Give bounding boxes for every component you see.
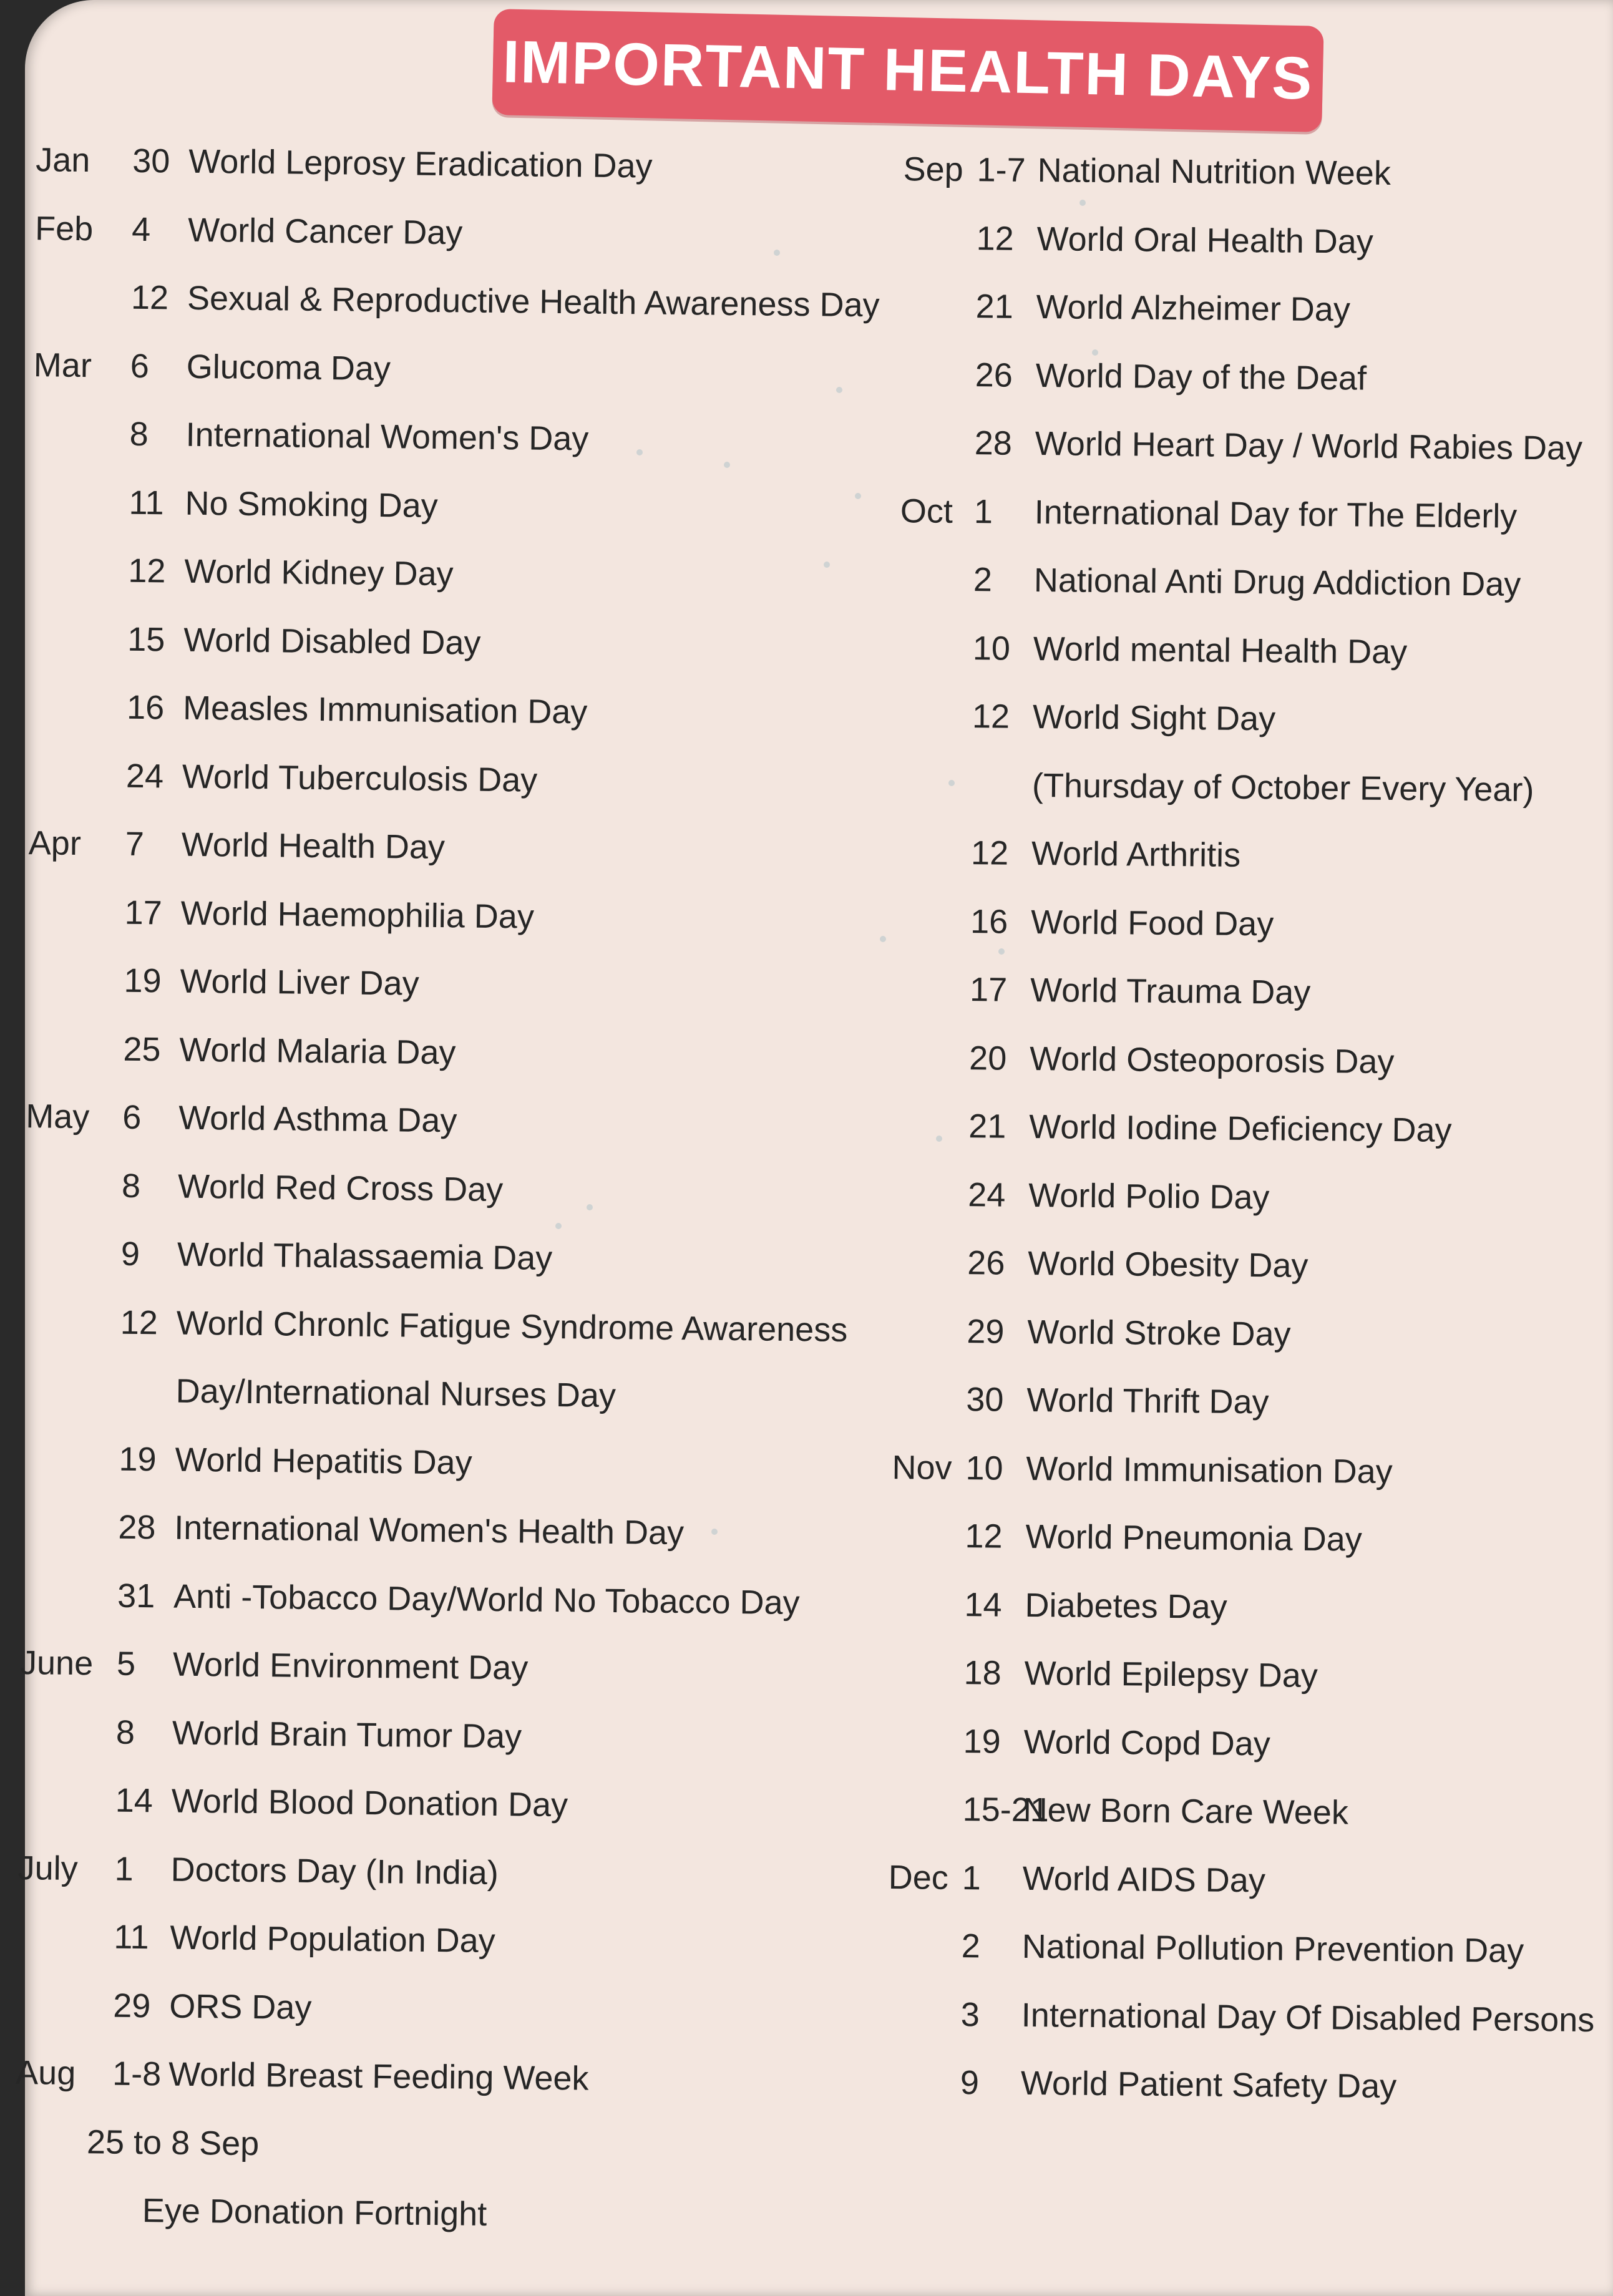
day-number: 17 bbox=[969, 971, 1008, 1009]
health-day-name: World Trauma Day bbox=[1030, 971, 1311, 1011]
left-entry bbox=[16, 1985, 312, 2041]
health-day-name: Measles Immunisation Day bbox=[182, 689, 588, 731]
day-number: 24 bbox=[968, 1175, 1006, 1214]
left-entry bbox=[31, 550, 454, 606]
paper-speck bbox=[855, 493, 861, 499]
paper-speck bbox=[555, 1223, 562, 1229]
health-day-name: National Pollution Prevention Day bbox=[1021, 1927, 1524, 1970]
day-number: 10 bbox=[965, 1449, 1003, 1487]
page-title: IMPORTANT HEALTH DAYS bbox=[502, 28, 1314, 112]
right-entry bbox=[901, 355, 1367, 411]
paper-speck bbox=[636, 449, 643, 455]
day-number: 12 bbox=[120, 1303, 158, 1341]
health-day-name: World Cancer Day bbox=[187, 211, 463, 251]
right-entry bbox=[887, 1926, 1524, 1982]
health-day-name: World Brain Tumor Day bbox=[172, 1714, 522, 1755]
left-entry bbox=[14, 2122, 260, 2178]
day-number: 15 bbox=[127, 620, 165, 658]
left-entry bbox=[33, 346, 391, 402]
day-number: 21 bbox=[975, 288, 1014, 326]
right-entry bbox=[898, 696, 1276, 752]
health-day-name: World Leprosy Eradication Day bbox=[188, 142, 653, 185]
right-entry bbox=[902, 218, 1374, 275]
day-number: 15-21 bbox=[962, 1791, 1050, 1829]
left-entry bbox=[34, 209, 463, 265]
health-day-name: World Epilepsy Day bbox=[1024, 1654, 1318, 1695]
left-entry bbox=[32, 414, 589, 470]
day-number: 17 bbox=[124, 893, 163, 932]
day-number: 19 bbox=[119, 1440, 157, 1478]
paper-speck bbox=[711, 1529, 718, 1535]
health-day-name: World Immunisation Day bbox=[1026, 1449, 1393, 1491]
right-entry bbox=[896, 970, 1311, 1026]
day-number: 26 bbox=[975, 356, 1013, 394]
day-number: 2 bbox=[961, 1927, 981, 1965]
day-number: 1-8 bbox=[112, 2055, 162, 2093]
paper-speck bbox=[1092, 349, 1098, 356]
month-label: Apr bbox=[28, 824, 82, 863]
day-number: 8 bbox=[129, 415, 149, 454]
day-number: 29 bbox=[967, 1312, 1005, 1351]
health-day-name: World Red Cross Day bbox=[177, 1167, 504, 1209]
health-day-name: Eye Donation Fortnight bbox=[142, 2192, 487, 2233]
month-label: May bbox=[25, 1097, 90, 1136]
health-day-name: World Polio Day bbox=[1028, 1176, 1270, 1216]
health-day-name: International Day for The Elderly bbox=[1034, 493, 1518, 535]
left-entry bbox=[22, 1370, 616, 1426]
day-number: 30 bbox=[966, 1381, 1004, 1419]
health-day-name: Doctors Day (In India) bbox=[170, 1851, 499, 1892]
left-entry bbox=[17, 1849, 499, 1905]
health-day-name: World Sight Day bbox=[1032, 698, 1276, 738]
paper-speck bbox=[587, 1204, 593, 1210]
paper-speck bbox=[880, 936, 886, 942]
health-day-name: World Hepatitis Day bbox=[175, 1441, 472, 1482]
day-number: 2 bbox=[973, 561, 993, 599]
left-entry bbox=[26, 1029, 456, 1085]
day-number: 12 bbox=[976, 219, 1015, 258]
day-number: 30 bbox=[132, 142, 170, 180]
right-entry bbox=[892, 1379, 1269, 1436]
day-number: 3 bbox=[960, 1995, 980, 2033]
day-number: 29 bbox=[113, 1987, 151, 2025]
health-day-name: Anti -Tobacco Day/World No Tobacco Day bbox=[173, 1577, 800, 1622]
health-day-name: World Disabled Day bbox=[183, 621, 481, 662]
month-label: Feb bbox=[34, 209, 94, 248]
day-number: 6 bbox=[130, 347, 150, 385]
day-number: 10 bbox=[972, 629, 1011, 668]
day-number: 11 bbox=[129, 484, 164, 522]
right-entry bbox=[886, 2063, 1397, 2119]
left-entry bbox=[30, 687, 588, 743]
right-entry bbox=[898, 765, 1534, 821]
day-number: 25 to 8 Sep bbox=[86, 2123, 260, 2162]
health-day-name: Diabetes Day bbox=[1025, 1586, 1227, 1626]
health-day-name: World Health Day bbox=[181, 825, 446, 867]
right-entry bbox=[890, 1585, 1227, 1641]
day-number: 16 bbox=[126, 688, 165, 727]
right-entry bbox=[903, 150, 1391, 206]
health-day-name: World Breast Feeding Week bbox=[168, 2055, 589, 2098]
right-entry bbox=[891, 1516, 1363, 1572]
health-day-name: International Women's Health Day bbox=[174, 1509, 685, 1552]
health-day-name: World Patient Safety Day bbox=[1020, 2064, 1397, 2106]
day-number: 1 bbox=[114, 1850, 134, 1888]
book-page bbox=[15, 0, 1613, 2296]
day-number: 1 bbox=[962, 1859, 982, 1897]
left-entry bbox=[25, 1165, 504, 1222]
right-entry bbox=[889, 1721, 1271, 1778]
health-day-name: New Born Care Week bbox=[1023, 1791, 1349, 1832]
day-number: 14 bbox=[115, 1781, 154, 1820]
health-day-name: World Haemophilia Day bbox=[180, 894, 535, 936]
day-number: 8 bbox=[115, 1713, 135, 1751]
day-number: 1 bbox=[973, 492, 993, 530]
health-day-name: World Malaria Day bbox=[179, 1031, 456, 1071]
health-day-name: World Arthritis bbox=[1031, 834, 1241, 874]
health-day-name: (Thursday of October Every Year) bbox=[1031, 766, 1534, 809]
day-number: 28 bbox=[118, 1508, 156, 1547]
day-number: 25 bbox=[123, 1030, 161, 1068]
month-label: Aug bbox=[15, 2054, 76, 2093]
health-day-name: World Copd Day bbox=[1023, 1723, 1271, 1763]
day-number: 4 bbox=[131, 210, 151, 248]
day-number: 12 bbox=[972, 698, 1010, 736]
title-banner bbox=[492, 9, 1323, 132]
month-label: Dec bbox=[888, 1858, 949, 1897]
day-number: 12 bbox=[130, 278, 169, 317]
right-entry bbox=[888, 1858, 1266, 1914]
paper-speck bbox=[1079, 200, 1086, 206]
health-day-name: World AIDS Day bbox=[1022, 1859, 1266, 1899]
paper-speck bbox=[998, 948, 1005, 955]
health-day-name: World Heart Day / World Rabies Day bbox=[1035, 425, 1583, 467]
health-day-name: World Kidney Day bbox=[184, 552, 454, 593]
day-number: 9 bbox=[120, 1235, 140, 1273]
left-entry bbox=[18, 1780, 568, 1836]
day-number: 11 bbox=[114, 1918, 149, 1957]
month-label: Nov bbox=[892, 1448, 952, 1487]
left-entry bbox=[21, 1507, 685, 1563]
health-day-name: National Anti Drug Addiction Day bbox=[1033, 562, 1521, 603]
health-day-name: World Chronlc Fatigue Syndrome Awareness bbox=[176, 1304, 848, 1349]
day-number: 12 bbox=[128, 552, 166, 590]
left-entry bbox=[19, 1643, 529, 1700]
health-day-name: World Pneumonia Day bbox=[1025, 1517, 1363, 1559]
health-day-name: World Stroke Day bbox=[1027, 1313, 1291, 1353]
health-day-name: World Liver Day bbox=[180, 962, 419, 1003]
health-day-name: International Women's Day bbox=[185, 416, 589, 458]
left-entry bbox=[28, 824, 446, 880]
health-day-name: World Asthma Day bbox=[178, 1099, 457, 1140]
health-day-name: World mental Health Day bbox=[1033, 630, 1408, 671]
right-entry bbox=[900, 423, 1583, 479]
day-number: 1-7 bbox=[977, 151, 1026, 189]
day-number: 20 bbox=[968, 1039, 1007, 1077]
day-number: 19 bbox=[963, 1722, 1001, 1761]
left-entry bbox=[27, 892, 535, 948]
health-day-name: National Nutrition Week bbox=[1037, 152, 1391, 192]
left-entry bbox=[23, 1302, 848, 1358]
right-entry bbox=[894, 1175, 1270, 1231]
day-number: 8 bbox=[121, 1167, 141, 1205]
day-number: 5 bbox=[116, 1645, 136, 1683]
day-number: 16 bbox=[970, 902, 1008, 941]
day-number: 31 bbox=[117, 1577, 155, 1615]
right-entry bbox=[895, 1038, 1395, 1094]
day-number: 19 bbox=[124, 961, 162, 1000]
health-day-name: World Iodine Deficiency Day bbox=[1028, 1107, 1452, 1149]
health-day-name: World Thrift Day bbox=[1026, 1381, 1269, 1421]
day-number: 18 bbox=[963, 1654, 1001, 1692]
health-day-name: World Food Day bbox=[1030, 903, 1274, 943]
health-day-name: World Population Day bbox=[170, 1919, 496, 1960]
health-day-name: International Day Of Disabled Persons bbox=[1021, 1996, 1595, 2039]
paper-speck bbox=[836, 387, 842, 393]
health-day-name: ORS Day bbox=[169, 1987, 312, 2026]
day-number: 7 bbox=[125, 825, 145, 863]
health-day-name: No Smoking Day bbox=[185, 484, 439, 525]
day-number: 26 bbox=[967, 1244, 1005, 1282]
health-day-name: World Environment Day bbox=[172, 1645, 529, 1687]
day-number: 12 bbox=[970, 834, 1009, 872]
month-label: Jan bbox=[36, 141, 90, 180]
month-label: June bbox=[19, 1644, 94, 1683]
health-day-name: World Blood Donation Day bbox=[171, 1782, 568, 1824]
health-day-name: World Tuberculosis Day bbox=[182, 757, 538, 799]
paper-speck bbox=[774, 250, 780, 256]
day-number: 14 bbox=[964, 1585, 1002, 1624]
health-day-name: World Day of the Deaf bbox=[1035, 356, 1367, 397]
paper-speck bbox=[724, 462, 730, 468]
health-day-name: World Obesity Day bbox=[1028, 1244, 1308, 1285]
health-day-name: Glucoma Day bbox=[186, 348, 391, 387]
day-number: 28 bbox=[974, 424, 1013, 462]
paper-speck bbox=[824, 562, 830, 568]
day-number: 6 bbox=[122, 1098, 142, 1137]
day-number: 12 bbox=[965, 1517, 1003, 1555]
right-entry bbox=[893, 1311, 1291, 1368]
health-day-name: World Osteoporosis Day bbox=[1029, 1039, 1395, 1081]
right-entry bbox=[897, 833, 1241, 889]
left-column bbox=[15, 0, 899, 2233]
month-label: Oct bbox=[900, 492, 953, 530]
month-label: Sep bbox=[903, 150, 963, 189]
health-day-name: Sexual & Reproductive Health Awareness Day bbox=[187, 279, 880, 324]
day-number: 24 bbox=[125, 757, 164, 795]
paper-speck bbox=[948, 780, 955, 786]
month-label: Mar bbox=[33, 346, 92, 384]
right-entry bbox=[899, 560, 1521, 616]
health-day-name: World Oral Health Day bbox=[1036, 220, 1374, 261]
month-label: July bbox=[17, 1849, 78, 1887]
paper-speck bbox=[936, 1136, 942, 1142]
health-day-name: Day/International Nurses Day bbox=[175, 1372, 616, 1415]
health-day-name: World Alzheimer Day bbox=[1036, 288, 1351, 329]
day-number: 21 bbox=[968, 1107, 1006, 1146]
day-number: 9 bbox=[960, 2064, 980, 2102]
health-day-name: World Thalassaemia Day bbox=[177, 1235, 553, 1277]
